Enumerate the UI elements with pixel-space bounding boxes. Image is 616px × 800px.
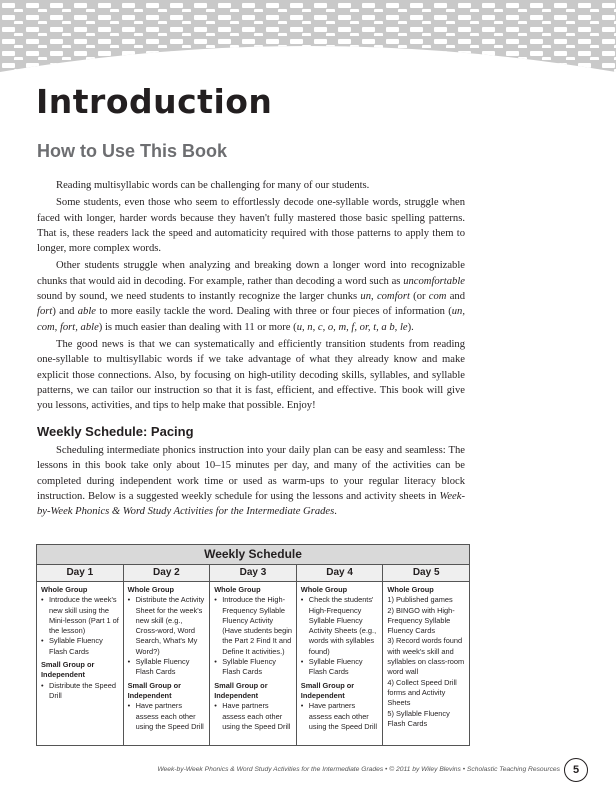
activity-item: 4) Collect Speed Drill forms and Activity Sheets bbox=[387, 677, 457, 708]
activity-item: 5) Syllable Fluency Flash Cards bbox=[387, 708, 450, 728]
italic-text: comfort bbox=[376, 291, 410, 303]
day-content bbox=[297, 582, 383, 732]
text-run: to more easily tackle the word. Dealing with three or four pieces of information ( bbox=[96, 306, 452, 318]
italic-text: un bbox=[360, 291, 372, 303]
group-label: Whole Group bbox=[300, 585, 348, 594]
activity-list bbox=[214, 595, 293, 677]
text-run: The good news is that we can systematically and efficiently transition students from reading one-syllable to multisyllabic words if we take advantage of what they already know and make explicit those connections. Also, by focusing on high-utility decoding skills, syllables, and syllable patterns, we can tailor our instruction so that it is fast, efficient, and effective. This book will give you lessons, activities, and tips to help make that possible. Enjoy! bbox=[37, 338, 465, 412]
page-subtitle: How to Use This Book bbox=[37, 141, 228, 161]
activity-item: • Have partners assess each other using the Speed Drill bbox=[214, 701, 293, 732]
paragraph bbox=[37, 178, 465, 193]
day-header: Day 1 bbox=[37, 565, 123, 582]
schedule-columns bbox=[37, 565, 469, 745]
group-label: Whole Group bbox=[127, 585, 174, 594]
text-run: Scheduling intermediate phonics instruction into your daily plan can be easy and seamless: The lessons in this book take only about 10–15 minutes per day, and many of the activities can be completed during independent work time or used as warm-ups to your regular literacy block instruction. Below is a suggested weekly schedule for using the lessons and activity sheets in bbox=[37, 445, 465, 502]
group-label: Whole Group bbox=[387, 585, 434, 594]
activity-item: • Syllable Fluency Flash Cards bbox=[214, 657, 293, 678]
activity-item: • Check the students' High-Frequency Syllable Fluency Activity Sheets (e.g., words with syllables found) bbox=[301, 595, 380, 657]
activity-item: • Syllable Fluency Flash Cards bbox=[41, 636, 120, 657]
activity-item: 1) Published games bbox=[387, 595, 453, 605]
day-header: Day 3 bbox=[210, 565, 296, 582]
paragraph bbox=[37, 337, 465, 413]
activity-item: • Have partners assess each other using the Speed Drill bbox=[301, 701, 380, 732]
page-title: Introduction bbox=[36, 82, 273, 121]
activity-item: • Syllable Fluency Flash Cards bbox=[301, 657, 380, 678]
activity-list bbox=[301, 595, 380, 677]
paragraph bbox=[37, 258, 465, 334]
day-content bbox=[124, 582, 210, 732]
activity-list bbox=[41, 595, 120, 657]
day-header: Day 4 bbox=[297, 565, 383, 582]
group-label: Whole Group bbox=[41, 585, 88, 594]
italic-text: fort bbox=[37, 306, 53, 318]
text-run: , bbox=[371, 291, 377, 303]
schedule-day-column bbox=[124, 565, 211, 745]
activity-item: • Syllable Fluency Flash Cards bbox=[128, 657, 207, 678]
activity-list bbox=[128, 701, 207, 732]
day-header: Day 5 bbox=[383, 565, 469, 582]
schedule-day-column bbox=[297, 565, 384, 745]
activity-item: • Distribute the Activity Sheet for the week's new skill (e.g., Cross-word, Word Search, What's My Word?) bbox=[128, 595, 207, 657]
day-content bbox=[37, 582, 123, 701]
italic-text: u, n, c, o, m, f, or, t, a b, le bbox=[296, 321, 408, 333]
group-label: Small Group or Independent bbox=[300, 680, 355, 700]
schedule-day-column bbox=[383, 565, 469, 745]
intro-text bbox=[37, 178, 465, 415]
activity-list bbox=[214, 701, 293, 732]
italic-text: able bbox=[77, 306, 96, 318]
activity-item: • Introduce the week's new skill using the Mini-lesson (Part 1 of the lesson) bbox=[41, 595, 120, 636]
text-run: sound by sound, we need students to instantly recognize the larger chunks bbox=[37, 291, 361, 303]
day-content bbox=[383, 582, 469, 729]
group-label: Whole Group bbox=[214, 585, 261, 594]
italic-text: un, com, fort, able bbox=[37, 306, 465, 333]
activity-item: • Distribute the Speed Drill bbox=[41, 681, 120, 702]
section-heading-pacing: Weekly Schedule: Pacing bbox=[37, 424, 194, 439]
activity-item: 3) Record words found with week's skill and syllables on class-room word wall bbox=[387, 636, 465, 677]
activity-list bbox=[387, 595, 466, 729]
group-label: Small Group or Independent bbox=[127, 680, 181, 700]
page-number: 5 bbox=[564, 758, 588, 782]
schedule-day-column bbox=[37, 565, 124, 745]
pacing-text bbox=[37, 443, 465, 521]
schedule-title: Weekly Schedule bbox=[37, 545, 469, 565]
italic-text: com bbox=[428, 291, 447, 303]
text-run: Other students struggle when analyzing and breaking down a longer word into recognizable chunks that would aid in decoding. For example, rather than decoding a word such as bbox=[37, 260, 465, 287]
text-run: . bbox=[334, 506, 337, 518]
text-run: ) is much easier than dealing with 11 or more ( bbox=[98, 321, 297, 333]
italic-text: uncomfortable bbox=[403, 275, 465, 287]
text-run: ). bbox=[407, 321, 414, 333]
schedule-day-column bbox=[210, 565, 297, 745]
group-label: Small Group or Independent bbox=[41, 660, 95, 680]
text-run: and bbox=[446, 291, 465, 303]
paragraph bbox=[37, 195, 465, 256]
text-run: Some students, even those who seem to effortlessly decode one-syllable words, struggle when faced with longer, harder words because they haven't fully mastered those basic spelling patterns. That is, these readers lack the speed and automaticity required with those patterns to apply them to longer, more complex words. bbox=[37, 197, 465, 255]
activity-list bbox=[301, 701, 380, 732]
paragraph bbox=[37, 443, 465, 519]
text-run: (or bbox=[409, 291, 429, 303]
day-content bbox=[210, 582, 296, 732]
activity-item: • Introduce the High-Frequency Syllable Fluency Activity (Have students begin the Part 2 Find It and Define It activities.) bbox=[214, 595, 293, 657]
text-run: Reading multisyllabic words can be challenging for many of our students. bbox=[56, 180, 370, 191]
weekly-schedule-table bbox=[36, 544, 470, 746]
text-run: ) and bbox=[52, 306, 78, 318]
day-header: Day 2 bbox=[124, 565, 210, 582]
header-brick-band bbox=[0, 0, 616, 86]
activity-list bbox=[128, 595, 207, 677]
italic-text: Week-by-Week Phonics & Word Study Activities for the Intermediate Grades bbox=[37, 490, 465, 518]
activity-item: 2) BINGO with High-Frequency Syllable Fluency Cards bbox=[387, 605, 455, 636]
activity-item: • Have partners assess each other using the Speed Drill bbox=[128, 701, 207, 732]
activity-list bbox=[41, 681, 120, 702]
group-label: Small Group or Independent bbox=[214, 680, 268, 700]
footer-credit: Week-by-Week Phonics & Word Study Activities for the Intermediate Grades • © 2011 by Wiley Blevins • Scholastic Teaching Resources bbox=[157, 766, 560, 773]
